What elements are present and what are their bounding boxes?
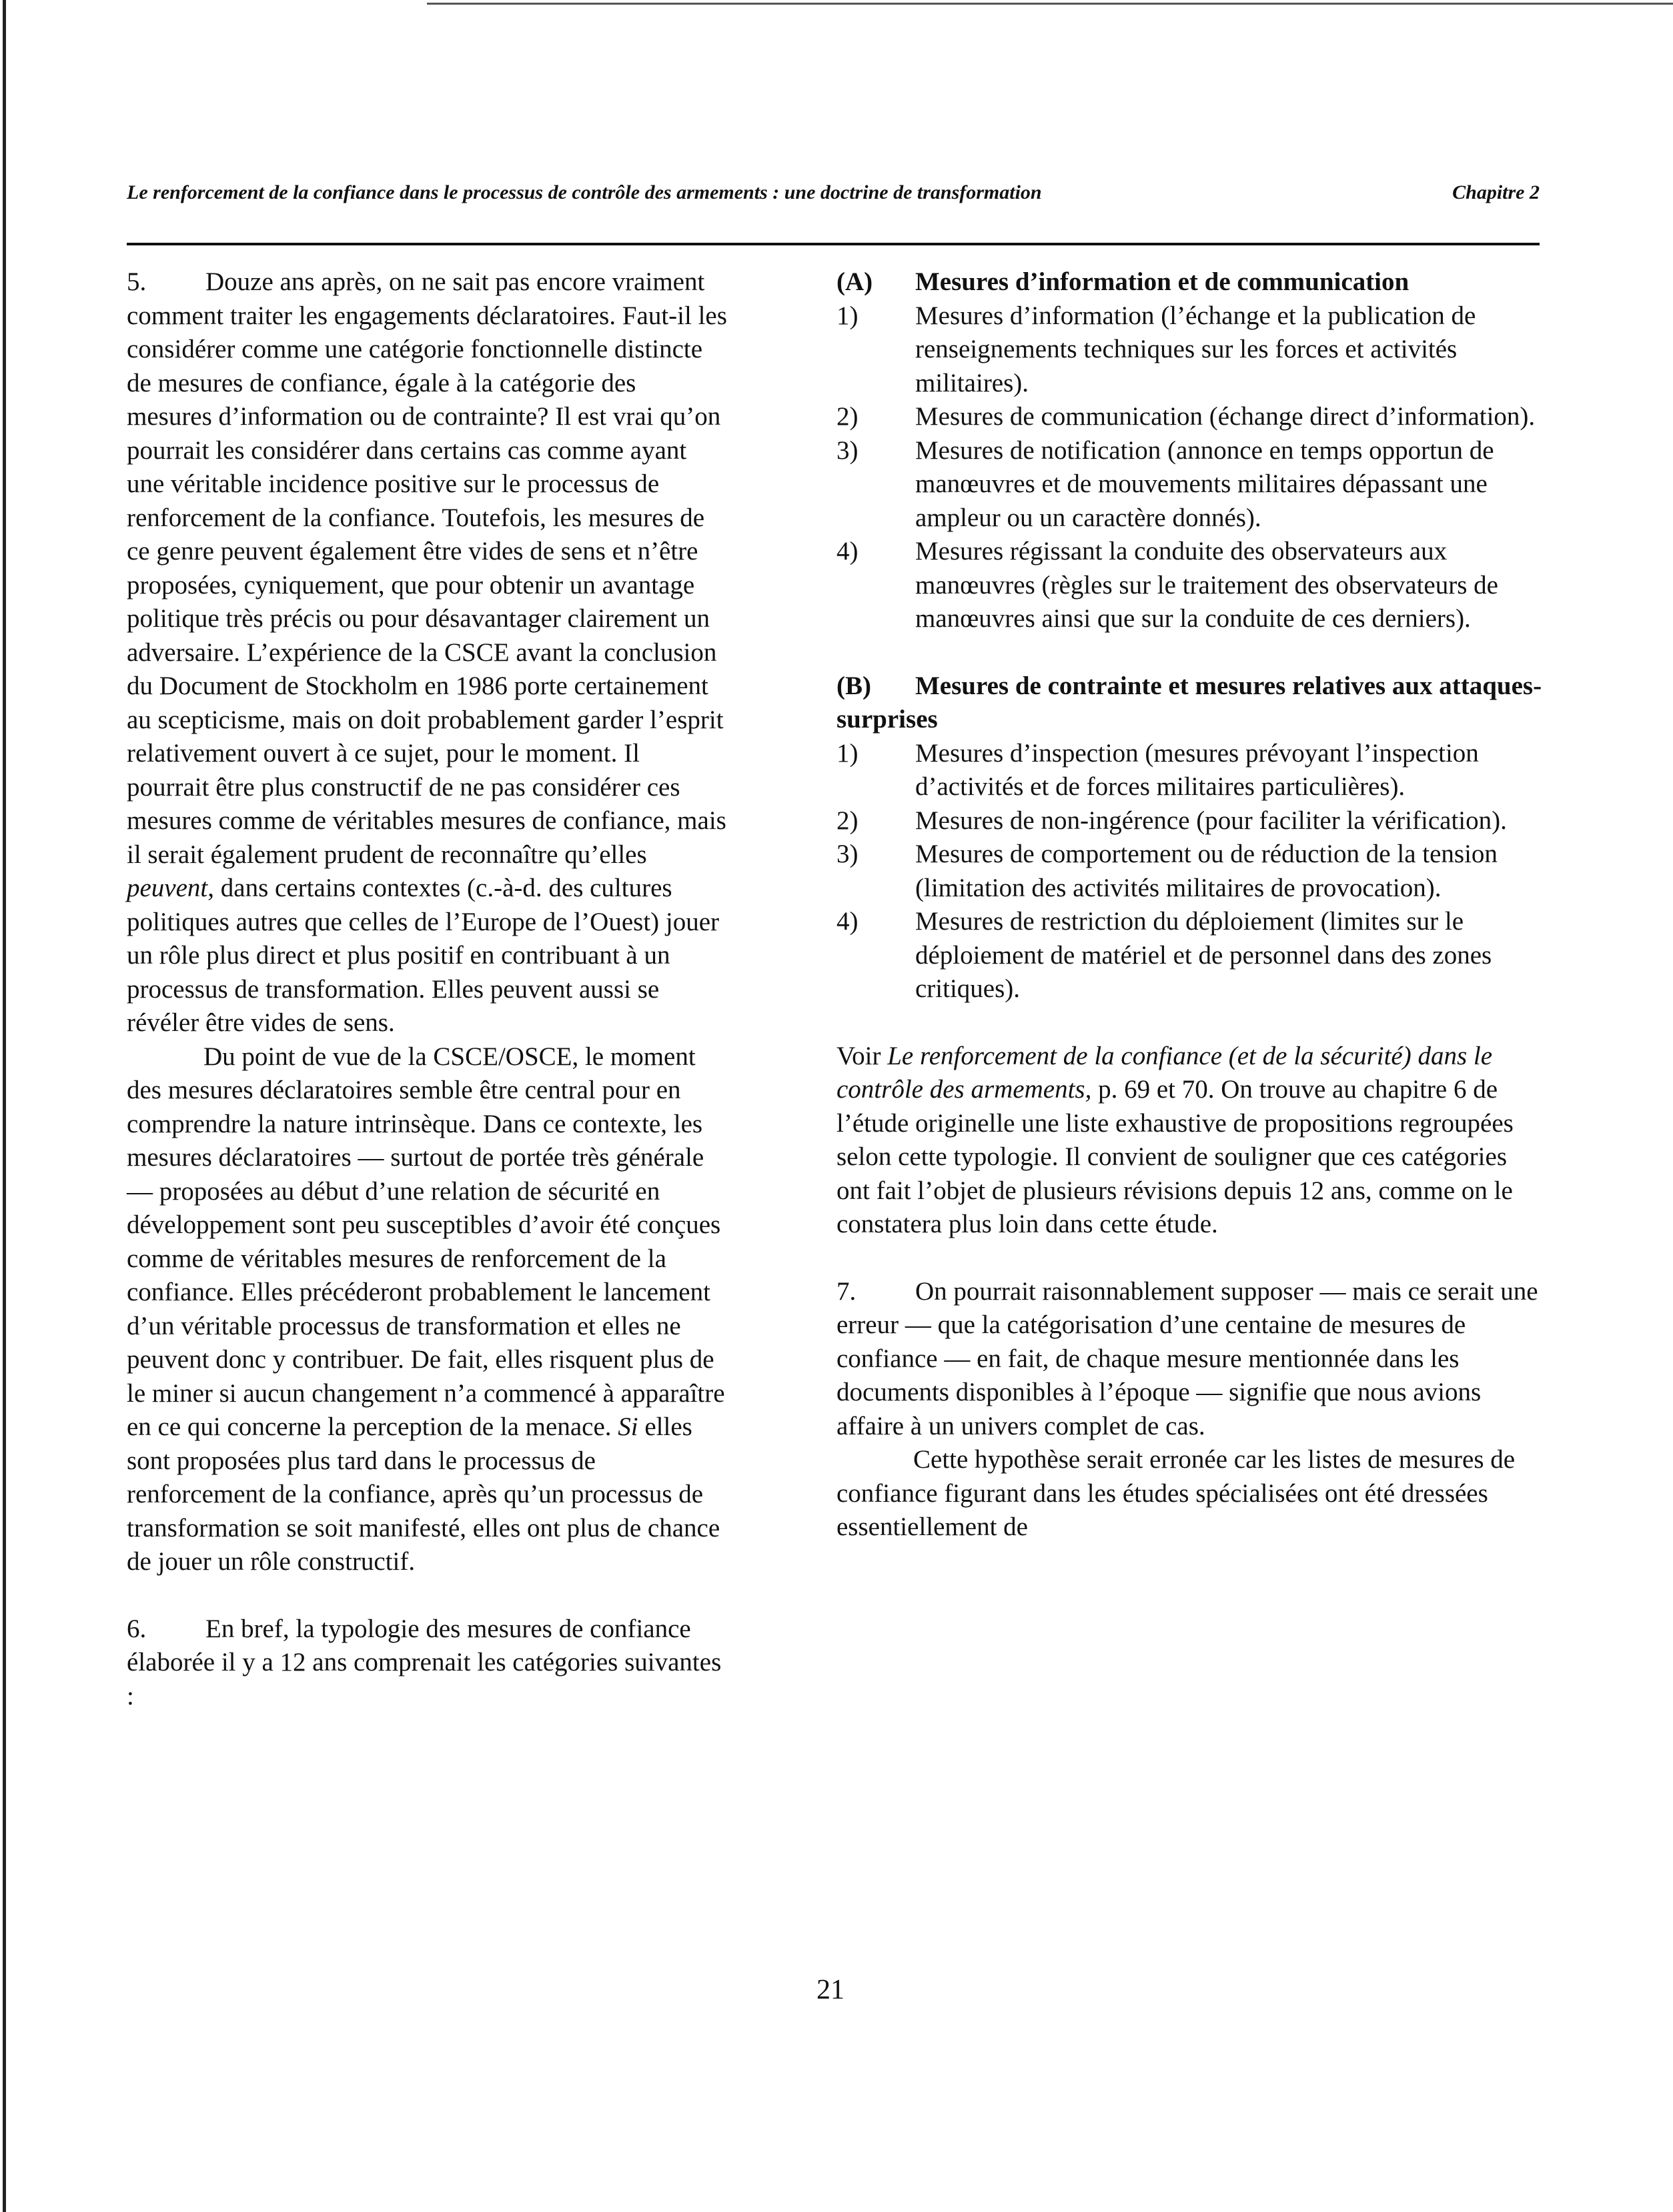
- left-column: [127, 265, 727, 1713]
- item-number: 3): [836, 840, 859, 868]
- paragraph-5-text-end: , dans certains contextes (c.-à-d. des cultures politiques autres que celles de l’Europe de l’Ouest) jouer un rôle plus direct et plus positif en contribuant à un processus de transformation. Elles peuvent aussi se révéler être vides de sens.: [127, 874, 720, 1037]
- item-text: Mesures régissant la conduite des observateurs aux manœuvres (règles sur le traitement des observateurs de manœuvres ainsi que sur la conduite de ces derniers).: [915, 537, 1498, 633]
- item-number: 2): [836, 402, 859, 431]
- item-text: Mesures de communication (échange direct d’information).: [915, 402, 1536, 431]
- header-rule: [127, 243, 1540, 245]
- item-number: 3): [836, 435, 859, 465]
- section-a-heading: [836, 265, 1544, 299]
- section-a-item: [836, 535, 1544, 636]
- page-number: 21: [816, 1975, 845, 2005]
- paragraph-5-number: 5.: [127, 267, 147, 296]
- reference-start: Voir: [836, 1041, 881, 1070]
- section-a-item: [836, 400, 1544, 434]
- scan-top-rule: [427, 3, 1673, 5]
- section-b-tag: (B): [836, 671, 871, 700]
- paragraph-7b: Cette hypothèse serait erronée car les listes de mesures de confiance figurant dans les études spécialisées ont été dressées essentiellement de: [836, 1445, 1516, 1541]
- running-header: [127, 181, 1540, 204]
- item-text: Mesures de non-ingérence (pour faciliter la vérification).: [915, 806, 1507, 835]
- section-a-item: [836, 434, 1544, 535]
- item-text: Mesures de notification (annonce en temps opportun de manœuvres et de mouvements militaires dépassant une ampleur ou un caractère donnés).: [915, 435, 1494, 532]
- running-header-chapter: Chapitre 2: [1452, 181, 1540, 203]
- item-number: 4): [836, 537, 859, 566]
- section-a-item: [836, 299, 1544, 401]
- paragraph-7-number: 7.: [836, 1276, 857, 1306]
- section-a-title: Mesures d’information et de communication: [915, 267, 1410, 296]
- right-column: [836, 265, 1544, 1544]
- item-number: 4): [836, 907, 859, 936]
- section-b-title: Mesures de contrainte et mesures relatives aux attaques-surprises: [836, 671, 1542, 734]
- section-b-heading: [836, 670, 1544, 737]
- scan-left-edge: [3, 0, 6, 2212]
- section-b-item: [836, 838, 1544, 905]
- item-text: Mesures d’inspection (mesures prévoyant l’inspection d’activités et de forces militaires particulières).: [915, 738, 1479, 801]
- paragraph-5b-italic: Si: [618, 1412, 638, 1441]
- paragraph-5b: [127, 1040, 727, 1579]
- item-text: Mesures de comportement ou de réduction de la tension (limitation des activités militaires de provocation).: [915, 840, 1498, 902]
- paragraph-6-text: En bref, la typologie des mesures de confiance élaborée il y a 12 ans comprenait les catégories suivantes :: [127, 1614, 722, 1711]
- reference-paragraph: [836, 1040, 1544, 1242]
- reference-text: p. 69 et 70. On trouve au chapitre 6 de l’étude originelle une liste exhaustive de propositions regroupées selon cette typologie. Il convient de souligner que ces catégories ont fait l’objet de plusieurs révisions depuis 12 ans, comme on le constatera plus loin dans cette étude.: [836, 1075, 1514, 1238]
- item-text: Mesures d’information (l’échange et la publication de renseignements techniques sur les forces et activités militaires).: [915, 301, 1476, 397]
- item-number: 2): [836, 806, 859, 835]
- paragraph-5b-text-end: elles sont proposées plus tard dans le processus de renforcement de la confiance, après qu’un processus de transformation se soit manifesté, elles ont plus de chance de jouer un rôle constructif.: [127, 1412, 720, 1576]
- paragraph-5: [127, 265, 727, 1040]
- item-number: 1): [836, 301, 859, 330]
- running-header-title: Le renforcement de la confiance dans le processus de contrôle des armements : une doctrine de transformation: [127, 181, 1042, 203]
- reference-title: Le renforcement de la confiance (et de la sécurité) dans le contrôle des armements,: [836, 1041, 1493, 1104]
- item-text: Mesures de restriction du déploiement (limites sur le déploiement de matériel et de personnel dans des zones critiques).: [915, 907, 1492, 1003]
- paragraph-6-number: 6.: [127, 1614, 147, 1643]
- paragraph-7: [836, 1275, 1544, 1444]
- section-a-tag: (A): [836, 267, 873, 296]
- paragraph-7-text: On pourrait raisonnablement supposer — mais ce serait une erreur — que la catégorisation d’une centaine de mesures de confiance — en fait, de chaque mesure mentionnée dans les documents disponibles à l’époque — signifie que nous avions affaire à un univers complet de cas.: [836, 1276, 1538, 1440]
- paragraph-5-text: Douze ans après, on ne sait pas encore vraiment comment traiter les engagements déclaratoires. Faut-il les considérer comme une catégorie fonctionnelle distincte de mesures de confiance, égale à la catégorie des mesures d’information ou de contrainte? Il est vrai qu’on pourrait les considérer dans certains cas comme ayant une véritable incidence positive sur le processus de renforcement de la confiance. Toutefois, les mesures de ce genre peuvent également être vides de sens et n’être proposées, cyniquement, que pour obtenir un avantage politique très précis ou pour désavantager clairement un adversaire. L’expérience de la CSCE avant la conclusion du Document de Stockholm en 1986 porte certainement au scepticisme, mais on doit probablement garder l’esprit relativement ouvert à ce sujet, pour le moment. Il pourrait être plus constructif de ne pas considérer ces mesures comme de véritables mesures de confiance, mais il serait également prudent de reconnaître qu’elles: [127, 267, 727, 869]
- item-number: 1): [836, 738, 859, 768]
- section-b-item: [836, 804, 1544, 838]
- paragraph-5-italic: peuvent: [127, 874, 208, 902]
- paragraph-6: [127, 1612, 727, 1714]
- section-b-item: [836, 737, 1544, 804]
- paragraph-5b-text: Du point de vue de la CSCE/OSCE, le moment des mesures déclaratoires semble être central pour en comprendre la nature intrinsèque. Dans ce contexte, les mesures déclaratoires — surtout de portée très générale — proposées au début d’une relation de sécurité en développement sont peu susceptibles d’avoir été conçues comme de véritables mesures de renforcement de la confiance. Elles précéderont probablement le lancement d’un véritable processus de transformation et elles ne peuvent donc y contribuer. De fait, elles risquent plus de le miner si aucun changement n’a commencé à apparaître en ce qui concerne la perception de la menace.: [127, 1042, 725, 1441]
- section-b-item: [836, 905, 1544, 1006]
